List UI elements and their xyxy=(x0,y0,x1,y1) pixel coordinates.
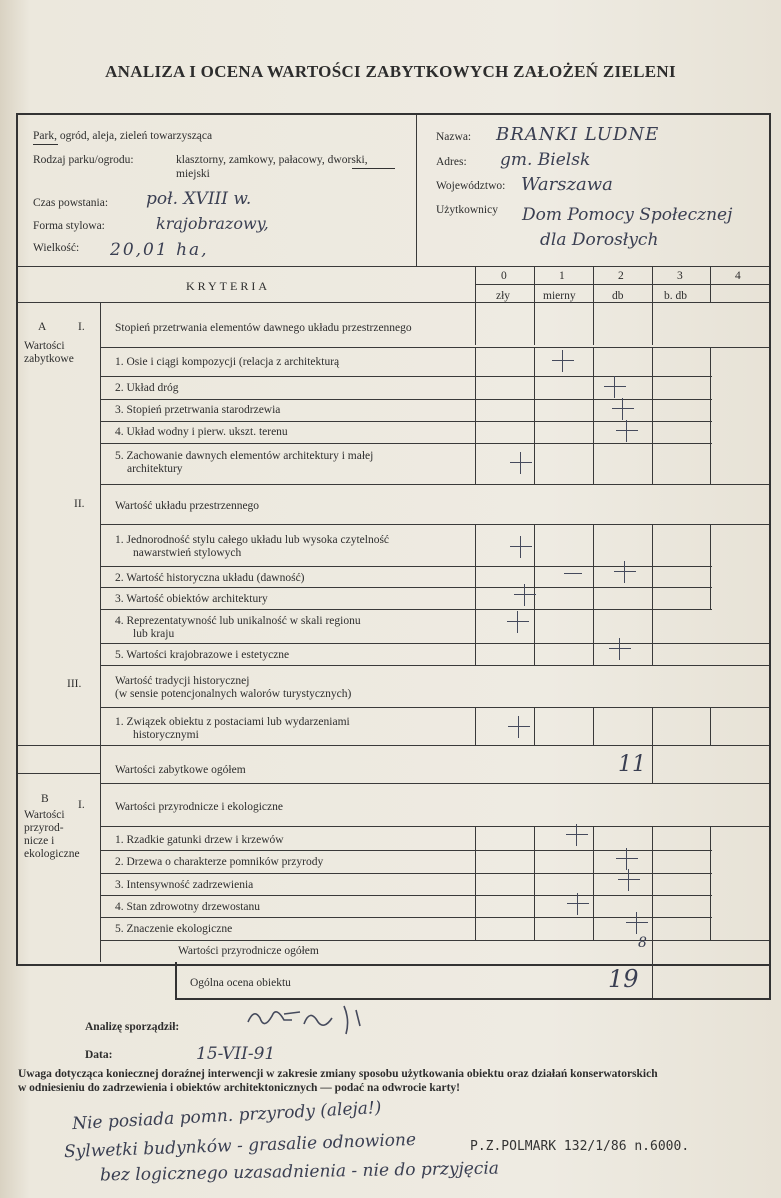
form-title: ANALIZA I OCENA WARTOŚCI ZABYTKOWYCH ZAŁOŻEŃ ZIELENI xyxy=(105,62,676,81)
a1-col-4 xyxy=(710,347,711,484)
left-column-divider xyxy=(100,302,101,962)
a1-item-3: 3. Stopień przetrwania starodrzewia xyxy=(115,404,281,416)
kryteria-heading: KRYTERIA xyxy=(186,279,270,293)
grade-0: zły xyxy=(496,290,511,302)
score-4: 4 xyxy=(735,270,741,282)
section-b-name-1: Wartości xyxy=(24,809,65,821)
mark-b1-4 xyxy=(567,893,589,915)
a2-row-line-5 xyxy=(101,665,769,666)
a2-col-2 xyxy=(593,524,594,665)
b-total-label: Wartości przyrodnicze ogółem xyxy=(178,945,319,957)
a2-row-line-2 xyxy=(101,587,712,588)
grade-3: b. db xyxy=(664,290,687,302)
uzytkownicy-label: Użytkownicy xyxy=(436,204,498,216)
uwaga-text xyxy=(18,1067,778,1095)
score-2: 2 xyxy=(618,270,624,282)
criteria-header-bottom xyxy=(18,302,769,303)
a3-col-2 xyxy=(593,707,594,745)
a1-col-0 xyxy=(475,347,476,484)
score-col-line-1 xyxy=(534,266,535,345)
printer-stamp: P.Z.POLMARK 132/1/86 n.6000. xyxy=(470,1139,690,1154)
a3-title-line xyxy=(101,707,769,708)
a2-item-1-cont: nawarstwień stylowych xyxy=(133,547,242,559)
wielkosc-label: Wielkość: xyxy=(33,242,80,254)
mark-a2-3 xyxy=(514,584,536,606)
rodzaj-label: Rodzaj parku/ogrodu: xyxy=(33,154,134,166)
b1-col-4 xyxy=(710,826,711,940)
adres-value: gm. Bielsk xyxy=(500,150,591,170)
b1-row-line-3 xyxy=(101,895,712,896)
overall-label: Ogólna ocena obiektu xyxy=(190,977,291,989)
a3-row-line xyxy=(18,745,769,746)
grade-1: mierny xyxy=(543,290,576,302)
mark-b1-5 xyxy=(626,912,648,934)
mark-a1-5 xyxy=(510,452,532,474)
mark-a1-2 xyxy=(604,376,626,398)
b1-row-line-5 xyxy=(101,940,769,941)
mark-a1-4 xyxy=(616,420,638,442)
a3-title-1: Wartość tradycji historycznej xyxy=(115,675,250,687)
mark-a1-3 xyxy=(612,398,634,420)
a1-title: Stopień przetrwania elementów dawnego układu przestrzennego xyxy=(115,322,412,334)
wojewodztwo-value: Warszawa xyxy=(521,174,613,195)
a3-col-3 xyxy=(652,707,653,745)
dworski-underline xyxy=(352,168,395,169)
overall-col xyxy=(652,962,653,998)
analiza-label: Analizę sporządził: xyxy=(85,1021,180,1033)
mark-b1-1 xyxy=(566,824,588,846)
mark-a1-1 xyxy=(552,350,574,372)
a2-item-4: 4. Reprezentatywność lub unikalność w skali regionu xyxy=(115,615,361,627)
mark-a2-2 xyxy=(614,561,636,583)
criteria-header-line xyxy=(475,284,769,285)
b1-item-4: 4. Stan zdrowotny drzewostanu xyxy=(115,901,260,913)
a2-item-4-cont: lub kraju xyxy=(133,628,175,640)
a1-item-5: 5. Zachowanie dawnych elementów architektury i małej xyxy=(115,450,374,462)
section-a-roman: I. xyxy=(78,321,85,333)
signature xyxy=(240,1000,380,1040)
b1-col-0 xyxy=(475,826,476,940)
section-b-name-2: przyrod- xyxy=(24,822,64,834)
a1-col-2 xyxy=(593,347,594,484)
b1-item-3: 3. Intensywność zadrzewienia xyxy=(115,879,254,891)
a-total-value: 11 xyxy=(618,752,646,777)
score-3: 3 xyxy=(677,270,683,282)
b1-col-3 xyxy=(652,826,653,940)
forma-label: Forma stylowa: xyxy=(33,220,105,232)
wielkosc-value: 20,01 ha, xyxy=(110,240,209,260)
mark-b1-2 xyxy=(616,848,638,870)
b1-title-line xyxy=(101,826,769,827)
park-label: Park, ogród, aleja, zieleń towarzysząca xyxy=(33,130,213,142)
a2-row-line-3 xyxy=(101,609,712,610)
b-total-value: 8 xyxy=(638,935,647,951)
section-b-label: B xyxy=(41,793,49,805)
czas-label: Czas powstania: xyxy=(33,197,109,209)
a1-col-1 xyxy=(534,347,535,484)
a3-title-2: (w sensie potencjonalnych walorów turystycznych) xyxy=(115,688,352,700)
a2-col-0 xyxy=(475,524,476,665)
a2-title-line xyxy=(101,524,769,525)
a2-title: Wartość układu przestrzennego xyxy=(115,500,260,512)
handwritten-note-2: Sylwetki budynków - grasalie odnowione xyxy=(63,1129,417,1163)
forma-value: krajobrazowy, xyxy=(156,214,269,233)
mark-a2-1 xyxy=(510,536,532,558)
section-a-label: A xyxy=(38,321,47,333)
a3-item-1: 1. Związek obiektu z postaciami lub wydarzeniami xyxy=(115,716,350,728)
b1-row-line-4 xyxy=(101,917,712,918)
a-total-line xyxy=(101,783,769,784)
a2-col-4 xyxy=(710,524,711,609)
a1-row-line-4 xyxy=(101,443,712,444)
a2-col-3 xyxy=(652,524,653,665)
wojewodztwo-label: Województwo: xyxy=(436,180,506,192)
overall-value: 19 xyxy=(608,965,639,993)
uwaga-bold: Uwaga xyxy=(18,1068,52,1080)
mark-a2-4 xyxy=(507,611,529,633)
a-total-label: Wartości zabytkowe ogółem xyxy=(115,764,246,776)
rodzaj-options: klasztorny, zamkowy, pałacowy, dworski, xyxy=(176,154,368,166)
score-1: 1 xyxy=(559,270,565,282)
a3-col-1 xyxy=(534,707,535,745)
a-total-col xyxy=(652,745,653,783)
score-col-line-3 xyxy=(652,266,653,345)
score-col-line-0 xyxy=(475,266,476,345)
a2-item-3: 3. Wartość obiektów architektury xyxy=(115,593,268,605)
handwritten-note-1: Nie posiada pomn. przyrody (aleja!) xyxy=(71,1097,382,1135)
uwaga-text-2: w odniesieniu do zadrzewienia i obiektów architektonicznych — podać na odwrocie karty! xyxy=(18,1082,461,1094)
adres-label: Adres: xyxy=(436,156,467,168)
a2-roman: II. xyxy=(74,498,85,510)
rodzaj-options-2: miejski xyxy=(176,168,210,180)
park-underline xyxy=(33,144,58,145)
a1-title-line xyxy=(101,347,769,348)
a3-roman: III. xyxy=(67,678,82,690)
nazwa-value: BRANKI LUDNE xyxy=(496,124,660,145)
data-label: Data: xyxy=(85,1049,113,1061)
score-col-line-2 xyxy=(593,266,594,345)
mark-a2-5 xyxy=(609,638,631,660)
a3-col-0 xyxy=(475,707,476,745)
a1-item-4: 4. Układ wodny i pierw. ukszt. terenu xyxy=(115,426,288,438)
b1-col-2 xyxy=(593,826,594,940)
section-b-name-3: nicze i xyxy=(24,835,55,847)
a2-item-5: 5. Wartości krajobrazowe i estetyczne xyxy=(115,649,290,661)
b1-item-2: 2. Drzewa o charakterze pomników przyrody xyxy=(115,856,324,868)
b1-item-1: 1. Rzadkie gatunki drzew i krzewów xyxy=(115,834,284,846)
a3-item-1-cont: historycznymi xyxy=(133,729,199,741)
uzytkownicy-value-2: dla Dorosłych xyxy=(540,230,659,250)
uwaga-text-1: dotycząca koniecznej doraźnej interwencji w zakresie zmiany sposobu użytkowania obiektu oraz działań konserwatorskich xyxy=(54,1068,658,1080)
b1-title: Wartości przyrodnicze i ekologiczne xyxy=(115,801,283,813)
section-a-name-2: zabytkowe xyxy=(24,353,74,365)
section-b-roman: I. xyxy=(78,799,85,811)
b1-col-1 xyxy=(534,826,535,940)
section-a-b-divider xyxy=(18,773,101,774)
a1-item-5-cont: architektury xyxy=(127,463,183,475)
score-col-line-4 xyxy=(710,266,711,302)
data-value: 15-VII-91 xyxy=(196,1044,276,1064)
uzytkownicy-value-1: Dom Pomocy Społecznej xyxy=(522,205,733,225)
a1-item-2: 2. Układ dróg xyxy=(115,382,179,394)
nazwa-label: Nazwa: xyxy=(436,131,472,143)
header-divider xyxy=(416,115,417,266)
dash-a2-2 xyxy=(564,573,582,574)
mark-b1-3 xyxy=(618,869,640,891)
b1-item-5: 5. Znaczenie ekologiczne xyxy=(115,923,233,935)
b-total-col xyxy=(652,940,653,962)
a1-row-line-5 xyxy=(101,484,769,485)
czas-value: poł. XVIII w. xyxy=(146,189,252,209)
section-a-name-1: Wartości xyxy=(24,340,65,352)
a1-item-1: 1. Osie i ciągi kompozycji (relacja z architekturą xyxy=(115,356,340,368)
a2-item-1: 1. Jednorodność stylu całego układu lub wysoka czytelność xyxy=(115,534,390,546)
a2-item-2: 2. Wartość historyczna układu (dawność) xyxy=(115,572,305,584)
header-bottom-line xyxy=(18,266,769,267)
mark-a3-1 xyxy=(508,716,530,738)
score-0: 0 xyxy=(501,270,507,282)
a2-row-line-4 xyxy=(101,643,769,644)
a3-col-4 xyxy=(710,707,711,745)
handwritten-note-3: bez logicznego uzasadnienia - nie do przyjęcia xyxy=(99,1158,500,1186)
grade-2: db xyxy=(612,290,624,302)
a1-col-3 xyxy=(652,347,653,484)
section-b-name-4: ekologiczne xyxy=(24,848,80,860)
